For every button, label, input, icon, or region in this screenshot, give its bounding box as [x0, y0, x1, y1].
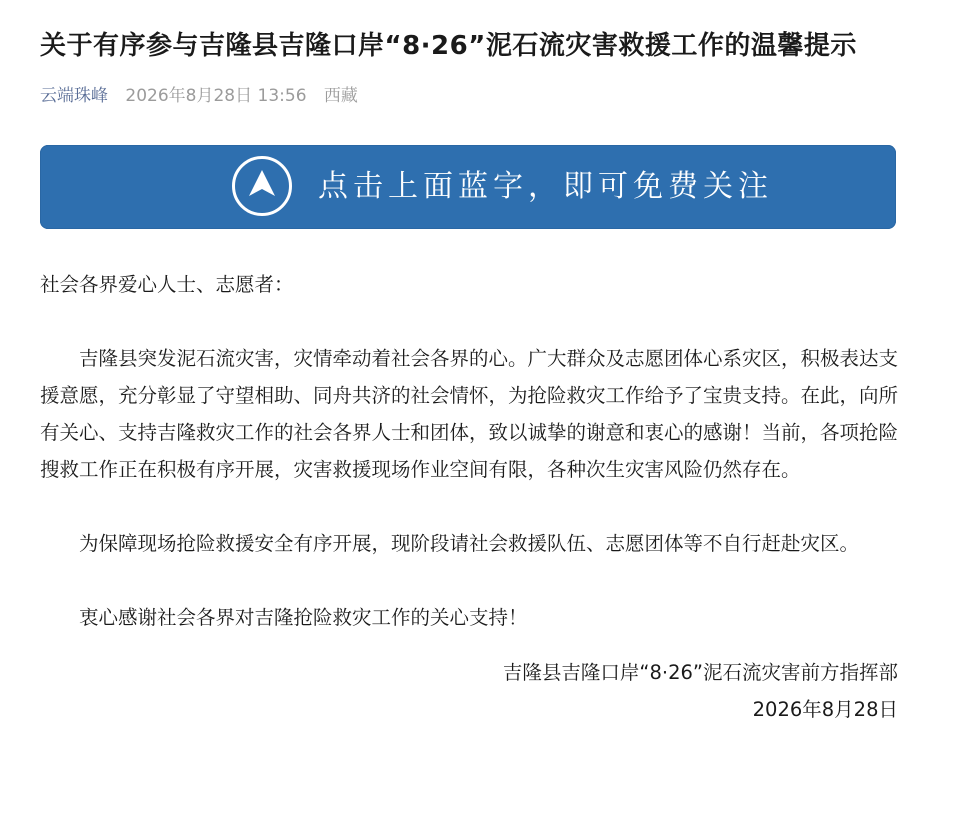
article-meta: [40, 84, 898, 108]
follow-banner-text: 点击上面蓝字，即可免费关注: [318, 169, 773, 204]
article: [40, 0, 898, 728]
body-paragraph: 为保障现场抢险救援安全有序开展，现阶段请社会救援队伍、志愿团体等不自行赶赴灾区。: [79, 532, 860, 555]
follow-banner[interactable]: [40, 145, 896, 229]
greeting: 社会各界爱心人士、志愿者：: [40, 273, 294, 296]
article-body: [40, 266, 898, 636]
navigation-arrow-icon: [232, 156, 292, 216]
publish-location: 西藏: [323, 86, 358, 106]
article-title: 关于有序参与吉隆县吉隆口岸“8·26”泥石流灾害救援工作的温馨提示: [40, 31, 857, 61]
account-name-link[interactable]: 云端珠峰: [40, 86, 108, 106]
body-paragraph: 吉隆县突发泥石流灾害，灾情牵动着社会各界的心。广大群众及志愿团体心系灾区，积极表达支援意愿，充分彰显了守望相助、同舟共济的社会情怀，为抢险救灾工作给予了宝贵支持。在此，向所有关心、支持吉隆救灾工作的社会各界人士和团体，致以诚挚的谢意和衷心的感谢！当前，各项抢险搜救工作正在积极有序开展，灾害救援现场作业空间有限，各种次生灾害风险仍然存在。: [40, 347, 899, 481]
body-paragraph: 衷心感谢社会各界对吉隆抢险救灾工作的关心支持！: [79, 606, 528, 629]
signature-organization: 吉隆县吉隆口岸“8·26”泥石流灾害前方指挥部: [502, 661, 898, 684]
publish-datetime: 2026年8月28日 13:56: [125, 86, 307, 106]
signature-block: [40, 654, 898, 728]
signature-date: 2026年8月28日: [752, 698, 898, 721]
